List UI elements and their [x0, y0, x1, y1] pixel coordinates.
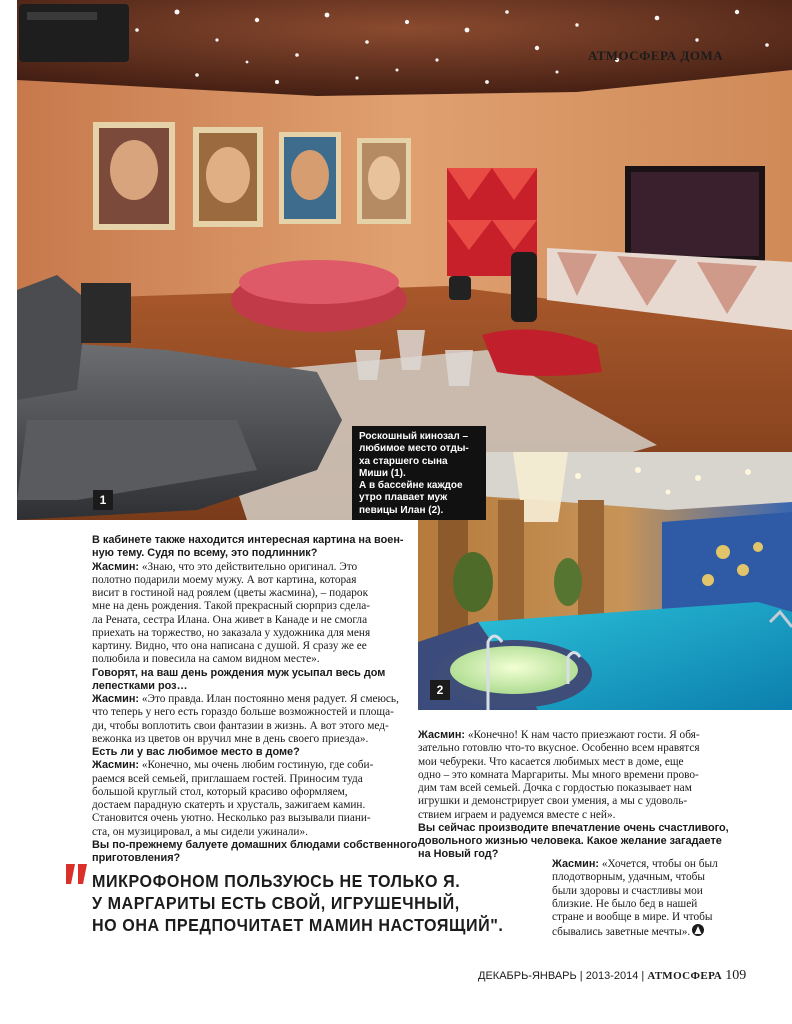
body-text-line: ди, чтобы воплотить свои фантазии в жизнь. А вот этого мед-: [92, 719, 389, 732]
body-text-line: большой круглый стол, который красиво оформляем,: [92, 785, 348, 798]
body-text-line: раемся всей семьей, приглашаем гостей. Приносим туда: [92, 772, 363, 785]
body-text-line: плодотворным, удачным, чтобы: [552, 871, 705, 884]
interview-question-line: Вы по-прежнему балуете домашних блюдами собственного: [92, 838, 418, 851]
footer-magazine-name: АТМОСФЕРА: [647, 970, 723, 982]
pull-quote-line: НО ОНА ПРЕДПОЧИТАЕТ МАМИН НАСТОЯЩИЙ".: [92, 915, 504, 935]
page-footer: [478, 968, 746, 984]
interview-answer-line: [418, 729, 718, 742]
pull-quote-line: У МАРГАРИТЫ ЕСТЬ СВОЙ, ИГРУШЕЧНЫЙ,: [92, 893, 460, 913]
interview-question-line: ную тему. Судя по всему, это подлинник?: [92, 547, 318, 560]
body-text-line: мне на день рождения. Такой прекрасный сюрприз сдела-: [92, 600, 370, 613]
body-text-line: были здоровы и счастливы мои: [552, 884, 703, 897]
body-text-line: ла Рената, сестра Илана. Она живет в Канаде и не смогла: [92, 613, 368, 626]
caption-line: любимое место отды-: [359, 443, 469, 455]
caption-line: Миши (1).: [359, 467, 406, 479]
footer-years: 2013-2014: [585, 970, 639, 982]
pull-quote: [92, 870, 515, 936]
open-quote-icon: [66, 864, 88, 884]
body-text-line: зательно готовлю что-то вкусное. Особенно всем нравятся: [418, 742, 700, 755]
body-text-line: близкие. Не было бед в нашей: [552, 897, 698, 910]
body-text-line: мои чебуреки. Что касается любимых мест в доме, еще: [418, 755, 684, 768]
body-text-line: полюбила и повесила на самом видном месте».: [92, 653, 320, 666]
speaker-name: Жасмин:: [92, 560, 140, 573]
body-text-line: дим там всей семьей. Дочка с гордостью показывает нам: [418, 782, 692, 794]
interview-question-line: довольного жизнью человека. Какое желание загадаете: [418, 835, 722, 847]
caption-line: утро плавает муж: [359, 492, 448, 504]
interview-answer-line: [92, 561, 412, 574]
body-text-line: игрушки и демонстрирует свои умения, а мы с удоволь-: [418, 795, 688, 808]
article-column-final: [552, 858, 732, 940]
body-text-line: картину. Видно, что она написана с душой. Я сразу же ее: [92, 640, 367, 652]
body-text-line: стране и вообще в мире. И чтобы: [552, 911, 713, 923]
body-text-line: полотно подарили моему мужу. А вот картина, которая: [92, 573, 357, 586]
interview-answer-line: [92, 693, 412, 706]
article-column-right: [418, 729, 729, 862]
body-text-line: висит в гостиной над роялем (цветы жасмина), – подарок: [92, 587, 369, 599]
speaker-name: Жасмин:: [92, 759, 140, 772]
footer-issue: ДЕКАБРЬ-ЯНВАРЬ: [478, 970, 577, 982]
article-column-left: [92, 534, 418, 865]
photo-badge-2: 2: [430, 680, 450, 700]
speaker-name: Жасмин:: [92, 693, 140, 705]
answer-text: «Знаю, что это действительно оригинал. Это: [139, 560, 358, 573]
pull-quote-line: МИКРОФОНОМ ПОЛЬЗУЮСЬ НЕ ТОЛЬКО Я.: [92, 871, 461, 891]
interview-question-line: на Новый год?: [418, 848, 499, 861]
speaker-name: Жасмин:: [418, 729, 466, 741]
caption-line: А в бассейне каждое: [359, 480, 463, 492]
body-text-line: ствием играем и радуемся вместе с ней».: [418, 808, 616, 821]
page-number: 109: [725, 968, 747, 983]
answer-text: «Конечно! К нам часто приезжают гости. Я обя-: [465, 729, 700, 741]
interview-answer-line: [92, 759, 412, 772]
footer-separator: |: [576, 970, 586, 982]
interview-question-line: В кабинете также находится интересная картина на воен-: [92, 534, 404, 546]
photo-caption: [352, 426, 486, 520]
photo-badge-1: 1: [93, 490, 113, 510]
interview-question-line: лепестками роз…: [92, 679, 188, 692]
answer-text: «Конечно, мы очень любим гостиную, где соби-: [139, 759, 374, 772]
speaker-name: Жасмин:: [552, 858, 600, 870]
magazine-end-icon: [692, 924, 704, 936]
body-text-line: что теперь у него есть гораздо больше возможностей и площа-: [92, 706, 394, 719]
interview-question-line: Вы сейчас производите впечатление очень счастливого,: [418, 821, 729, 834]
answer-text: «Хочется, чтобы он был: [599, 858, 718, 870]
caption-line: Роскошный кинозал –: [359, 431, 469, 442]
body-text-line: достаем парадную скатерть и хрусталь, зажигаем камин.: [92, 799, 366, 811]
body-text-line: приехать на торжество, но заказала у художника для меня: [92, 626, 371, 639]
interview-answer-line: [552, 858, 732, 871]
body-text-line: сбывались заветные мечты».: [552, 924, 732, 939]
interview-question-line: приготовления?: [92, 852, 181, 864]
interview-question-line: Говорят, на ваш день рождения муж усыпал весь дом: [92, 666, 386, 679]
body-text-line: вежонка из цветов он вручил мне в день своего приезда».: [92, 732, 369, 745]
caption-line: ха старшего сына: [359, 455, 448, 467]
caption-line: певицы Илан (2).: [359, 504, 444, 516]
body-text-line: ста, он музицировал, а мы сидели ужинали».: [92, 825, 308, 838]
footer-separator: |: [638, 970, 648, 982]
section-tag: АТМОСФЕРА ДОМА: [588, 48, 724, 63]
body-text-line: Становится очень уютно. Несколько раз вызывали пиани-: [92, 812, 371, 825]
interview-question-line: Есть ли у вас любимое место в доме?: [92, 746, 300, 758]
answer-text: «Это правда. Илан постоянно меня радует. Я смеюсь,: [139, 693, 399, 705]
body-text-line: одно – это комната Маргариты. Мы много времени прово-: [418, 768, 699, 781]
